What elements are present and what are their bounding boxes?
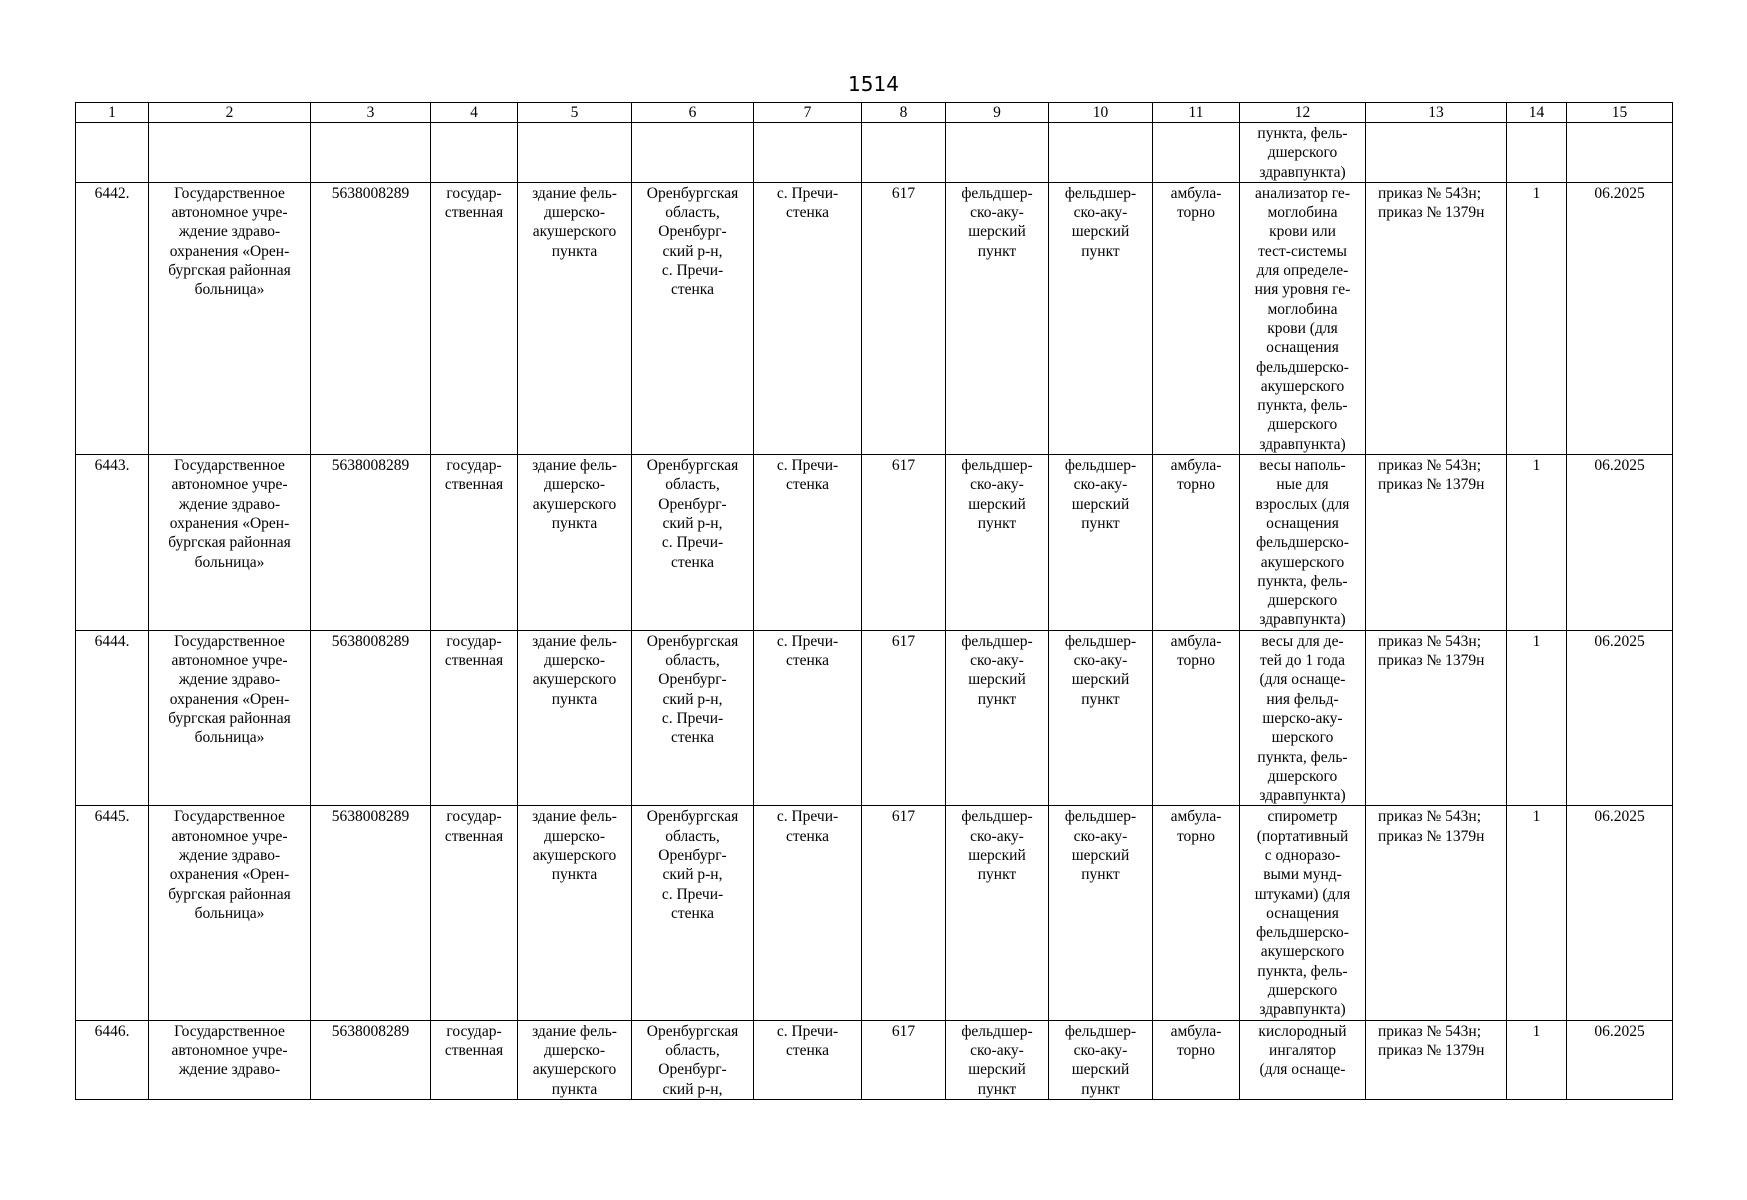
care-cell: амбула- торно [1153, 1020, 1240, 1099]
column-number: 2 [149, 103, 311, 123]
ownership-cell: государ- ственная [431, 455, 518, 631]
continuation-row [76, 123, 1673, 183]
code-cell: 617 [862, 806, 946, 1020]
inn-cell: 5638008289 [311, 1020, 431, 1099]
table-row [76, 630, 1673, 806]
unit-cell: фельдшер- ско-аку- шерский пункт [1049, 806, 1153, 1020]
address-cell: Оренбургская область, Оренбург- ский р-н, с. Пречи- стенка [632, 806, 754, 1020]
code-cell: 617 [862, 455, 946, 631]
inn-cell: 5638008289 [311, 182, 431, 454]
column-number: 10 [1049, 103, 1153, 123]
table-row [76, 806, 1673, 1020]
settlement-cell: с. Пречи- стенка [754, 806, 862, 1020]
unit-type-cell: фельдшер- ско-аку- шерский пункт [946, 806, 1049, 1020]
address-cell: Оренбургская область, Оренбург- ский р-н, с. Пречи- стенка [632, 630, 754, 806]
date-cell: 06.2025 [1567, 182, 1673, 454]
equipment-cell: анализатор ге- моглобина крови или тест-системы для определе- ния уровня ге- моглобина крови (для оснащения фельдшерско- акушерского пункта, фель- дшерского здравпункта) [1240, 182, 1366, 454]
settlement-cell: с. Пречи- стенка [754, 630, 862, 806]
code-cell: 617 [862, 182, 946, 454]
care-cell: амбула- торно [1153, 182, 1240, 454]
code-cell: 617 [862, 630, 946, 806]
column-number: 8 [862, 103, 946, 123]
organization-cell: Государственное автономное учре- ждение здраво- охранения «Орен- бургская районная больница» [149, 806, 311, 1020]
organization-cell: Государственное автономное учре- ждение здраво- охранения «Орен- бургская районная больница» [149, 182, 311, 454]
inn-cell: 5638008289 [311, 455, 431, 631]
date-cell: 06.2025 [1567, 1020, 1673, 1099]
column-number: 15 [1567, 103, 1673, 123]
settlement-cell: с. Пречи- стенка [754, 455, 862, 631]
address-cell: Оренбургская область, Оренбург- ский р-н, [632, 1020, 754, 1099]
address-cell: Оренбургская область, Оренбург- ский р-н, с. Пречи- стенка [632, 455, 754, 631]
row-number-cell: 6445. [76, 806, 149, 1020]
unit-cell: фельдшер- ско-аку- шерский пункт [1049, 630, 1153, 806]
order-cell: приказ № 543н; приказ № 1379н [1366, 1020, 1507, 1099]
building-cell: здание фель- дшерско- акушерского пункта [518, 455, 632, 631]
row-number-cell: 6444. [76, 630, 149, 806]
column-number: 4 [431, 103, 518, 123]
building-cell: здание фель- дшерско- акушерского пункта [518, 630, 632, 806]
order-cell: приказ № 543н; приказ № 1379н [1366, 182, 1507, 454]
settlement-cell: с. Пречи- стенка [754, 1020, 862, 1099]
equipment-cell: весы наполь- ные для взрослых (для оснащения фельдшерско- акушерского пункта, фель- дшерского здравпункта) [1240, 455, 1366, 631]
order-cell: приказ № 543н; приказ № 1379н [1366, 455, 1507, 631]
organization-cell: Государственное автономное учре- ждение здраво- [149, 1020, 311, 1099]
table-row [76, 455, 1673, 631]
unit-cell: фельдшер- ско-аку- шерский пункт [1049, 182, 1153, 454]
building-cell: здание фель- дшерско- акушерского пункта [518, 806, 632, 1020]
organization-cell: Государственное автономное учре- ждение здраво- охранения «Орен- бургская районная больница» [149, 455, 311, 631]
order-cell: приказ № 543н; приказ № 1379н [1366, 806, 1507, 1020]
unit-cell: фельдшер- ско-аку- шерский пункт [1049, 1020, 1153, 1099]
column-number: 13 [1366, 103, 1507, 123]
unit-type-cell: фельдшер- ско-аку- шерский пункт [946, 1020, 1049, 1099]
date-cell: 06.2025 [1567, 630, 1673, 806]
quantity-cell: 1 [1507, 1020, 1567, 1099]
table-row [76, 1020, 1673, 1099]
equipment-table [75, 102, 1673, 1100]
equipment-cell: кислородный ингалятор (для оснаще- [1240, 1020, 1366, 1099]
unit-cell: фельдшер- ско-аку- шерский пункт [1049, 455, 1153, 631]
building-cell: здание фель- дшерско- акушерского пункта [518, 182, 632, 454]
inn-cell: 5638008289 [311, 630, 431, 806]
column-number: 12 [1240, 103, 1366, 123]
unit-type-cell: фельдшер- ско-аку- шерский пункт [946, 630, 1049, 806]
column-number: 11 [1153, 103, 1240, 123]
building-cell: здание фель- дшерско- акушерского пункта [518, 1020, 632, 1099]
column-number: 7 [754, 103, 862, 123]
address-cell: Оренбургская область, Оренбург- ский р-н, с. Пречи- стенка [632, 182, 754, 454]
row-number-cell: 6442. [76, 182, 149, 454]
quantity-cell: 1 [1507, 630, 1567, 806]
equipment-cell: спирометр (портативный с одноразо- выми мунд- штуками) (для оснащения фельдшерско- акушерского пункта, фель- дшерского здравпункта) [1240, 806, 1366, 1020]
ownership-cell: государ- ственная [431, 182, 518, 454]
column-number: 5 [518, 103, 632, 123]
inn-cell: 5638008289 [311, 806, 431, 1020]
unit-type-cell: фельдшер- ско-аку- шерский пункт [946, 455, 1049, 631]
date-cell: 06.2025 [1567, 806, 1673, 1020]
care-cell: амбула- торно [1153, 455, 1240, 631]
organization-cell: Государственное автономное учре- ждение здраво- охранения «Орен- бургская районная больница» [149, 630, 311, 806]
order-cell: приказ № 543н; приказ № 1379н [1366, 630, 1507, 806]
quantity-cell: 1 [1507, 455, 1567, 631]
quantity-cell: 1 [1507, 806, 1567, 1020]
table-row [76, 182, 1673, 454]
care-cell: амбула- торно [1153, 630, 1240, 806]
column-number: 3 [311, 103, 431, 123]
ownership-cell: государ- ственная [431, 630, 518, 806]
quantity-cell: 1 [1507, 182, 1567, 454]
page-number: 1514 [848, 72, 899, 96]
date-cell: 06.2025 [1567, 455, 1673, 631]
column-number-row [76, 103, 1673, 123]
ownership-cell: государ- ственная [431, 806, 518, 1020]
unit-type-cell: фельдшер- ско-аку- шерский пункт [946, 182, 1049, 454]
column-number: 14 [1507, 103, 1567, 123]
column-number: 9 [946, 103, 1049, 123]
row-number-cell: 6446. [76, 1020, 149, 1099]
settlement-cell: с. Пречи- стенка [754, 182, 862, 454]
column-number: 6 [632, 103, 754, 123]
code-cell: 617 [862, 1020, 946, 1099]
row-number-cell: 6443. [76, 455, 149, 631]
care-cell: амбула- торно [1153, 806, 1240, 1020]
equipment-cell: пункта, фель- дшерского здравпункта) [1240, 123, 1366, 183]
equipment-cell: весы для де- тей до 1 года (для оснаще- ния фельд- шерско-аку- шерского пункта, фель- дшерского здравпункта) [1240, 630, 1366, 806]
ownership-cell: государ- ственная [431, 1020, 518, 1099]
column-number: 1 [76, 103, 149, 123]
